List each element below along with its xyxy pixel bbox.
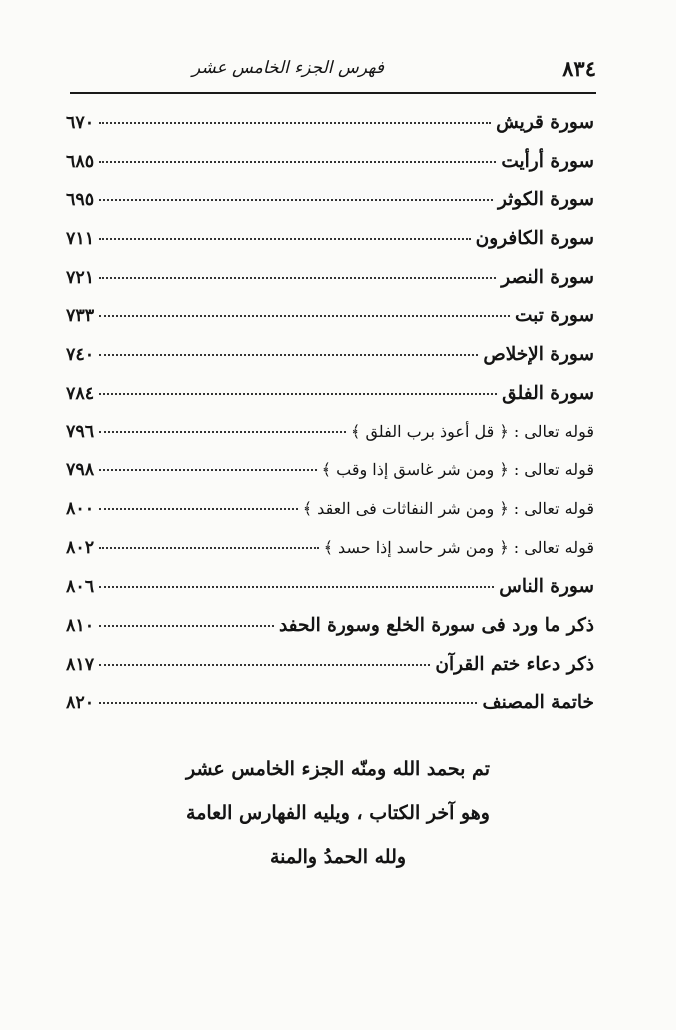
- toc-entry-title: سورة الكوثر: [497, 189, 594, 211]
- toc-entry-title: خاتمة المصنف: [482, 692, 594, 714]
- dot-leader: [99, 508, 298, 510]
- toc-entry: [66, 267, 594, 306]
- toc-entry-page: ٧٤٠: [66, 345, 95, 366]
- dot-leader: [99, 315, 510, 317]
- toc-entry: [66, 422, 594, 461]
- toc-entry: [66, 151, 594, 190]
- toc-entry-page: ٦٨٥: [66, 151, 95, 172]
- dot-leader: [99, 354, 478, 356]
- toc-entry-page: ٧٣٣: [66, 306, 95, 327]
- toc-entry-page: ٨٠٦: [66, 577, 95, 598]
- toc-entry: [66, 228, 594, 267]
- header-rule: [70, 92, 596, 94]
- toc-entry: [66, 383, 594, 422]
- toc-entry-title: سورة تبت: [514, 305, 594, 327]
- toc-entry-page: ٨٠٠: [66, 498, 95, 519]
- closing-line-1: تم بحمد الله ومنّه الجزء الخامس عشر: [186, 758, 490, 780]
- toc-entry-title: قوله تعالى : ﴿ ومن شر حاسد إذا حسد ﴾: [323, 537, 594, 557]
- toc-entry-title: قوله تعالى : ﴿ قل أعوذ برب الفلق ﴾: [351, 421, 594, 441]
- toc-entry-title: سورة الكافرون: [475, 228, 594, 250]
- dot-leader: [99, 199, 493, 201]
- dot-leader: [99, 393, 497, 395]
- dot-leader: [99, 469, 316, 471]
- toc-entry-title: قوله تعالى : ﴿ ومن شر غاسق إذا وقب ﴾: [321, 460, 594, 480]
- dot-leader: [99, 161, 496, 163]
- toc-entry-page: ٨١٧: [66, 654, 95, 675]
- toc-entry-page: ٧٨٤: [66, 383, 95, 404]
- toc-entry-title: سورة الإخلاص: [483, 344, 594, 366]
- toc-entry-title: سورة النصر: [501, 266, 594, 288]
- toc-entry-page: ٧١١: [66, 229, 95, 250]
- dot-leader: [99, 547, 318, 549]
- dot-leader: [99, 431, 346, 433]
- page-number: ٨٣٤: [562, 56, 596, 81]
- toc-entry: [66, 344, 594, 383]
- toc-entry-title: سورة أرأيت: [501, 150, 594, 172]
- dot-leader: [99, 664, 430, 666]
- page-header: [70, 56, 596, 88]
- toc-entry: [66, 305, 594, 344]
- toc-entry-page: ٦٧٠: [66, 113, 95, 133]
- toc-entry: [66, 654, 594, 693]
- toc-entry-page: ٧٩٨: [66, 460, 95, 481]
- toc-entry: [66, 576, 594, 615]
- toc-entry: [66, 499, 594, 538]
- closing-line-2: وهو آخر الكتاب ، ويليه الفهارس العامة: [186, 802, 490, 824]
- toc-entry: [66, 189, 594, 228]
- toc-entry-title: قوله تعالى : ﴿ ومن شر النفاثات فى العقد ﴾: [302, 498, 594, 518]
- toc-entry-title: ذكر ما ورد فى سورة الخلع وسورة الحفد: [278, 614, 594, 636]
- toc-entry-page: ٧٩٦: [66, 421, 95, 442]
- toc-entry: [66, 692, 594, 731]
- toc-entry-page: ٨٠٢: [66, 537, 95, 558]
- dot-leader: [99, 277, 496, 279]
- toc-entry-title: ذكر دعاء ختم القرآن: [435, 653, 594, 675]
- toc-entry-page: ٧٢١: [66, 267, 95, 288]
- running-title: فهرس الجزء الخامس عشر: [191, 58, 385, 78]
- dot-leader: [99, 238, 470, 240]
- toc-entry: [66, 615, 594, 654]
- toc-entry-page: ٨١٠: [66, 615, 95, 636]
- toc-entry-title: سورة قريش: [496, 112, 594, 133]
- closing-note: [0, 758, 676, 890]
- closing-line-3: ولله الحمدُ والمنة: [269, 846, 407, 868]
- toc-entry-page: ٦٩٥: [66, 190, 95, 211]
- toc-entry-page: ٨٢٠: [66, 693, 95, 714]
- toc-entry-title: سورة الفلق: [502, 382, 594, 404]
- toc-entry-title: سورة الناس: [499, 576, 594, 598]
- table-of-contents: [66, 112, 594, 731]
- dot-leader: [99, 702, 477, 704]
- dot-leader: [99, 122, 491, 124]
- dot-leader: [99, 586, 494, 588]
- toc-entry: [66, 538, 594, 577]
- toc-entry: [66, 112, 594, 151]
- dot-leader: [99, 625, 274, 627]
- toc-entry: [66, 460, 594, 499]
